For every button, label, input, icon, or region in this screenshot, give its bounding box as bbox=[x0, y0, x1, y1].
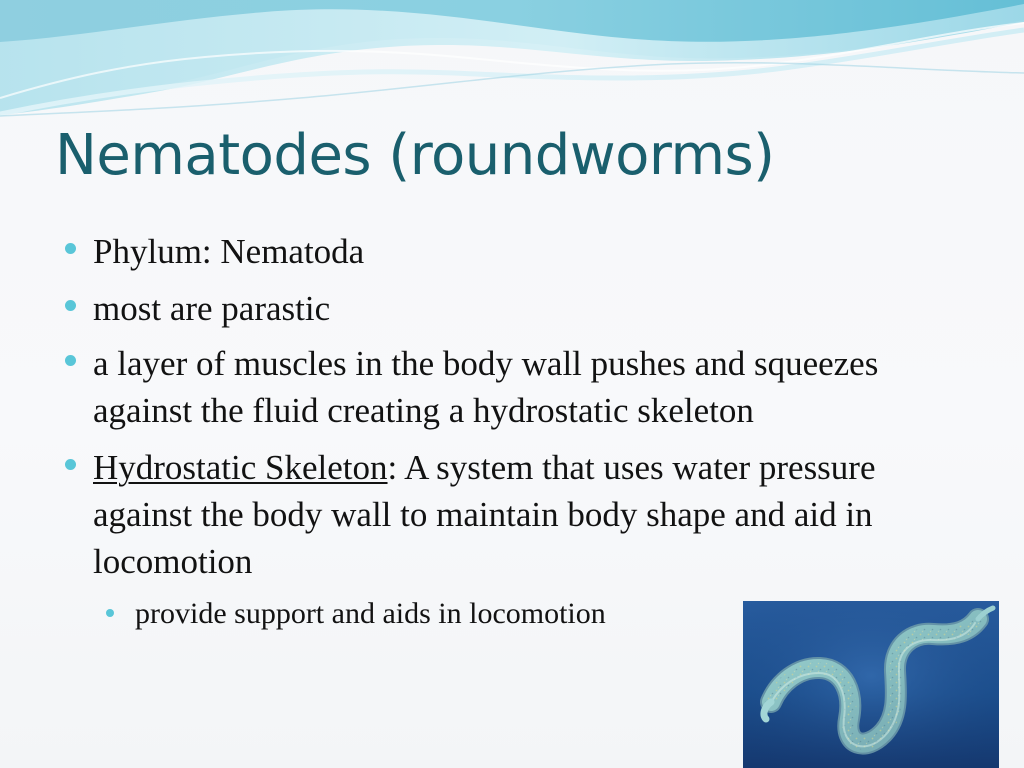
slide-content bbox=[62, 228, 962, 637]
sub-bullet-dot-icon bbox=[106, 609, 114, 617]
bullet-dot-icon bbox=[65, 300, 76, 311]
slide-title: Nematodes (roundworms) bbox=[55, 123, 775, 188]
sub-bullet-text: provide support and aids in locomotion bbox=[135, 597, 606, 630]
top-wave-decoration bbox=[0, 0, 1024, 118]
bullet-dot-icon bbox=[65, 243, 76, 254]
bullet-parasitic bbox=[62, 285, 962, 332]
bullet-muscle-layer bbox=[62, 340, 962, 434]
term-hydrostatic-skeleton: Hydrostatic Skeleton bbox=[93, 448, 388, 487]
bullet-dot-icon bbox=[65, 459, 76, 470]
bullet-dot-icon bbox=[65, 355, 76, 366]
bullet-phylum bbox=[62, 228, 962, 275]
bullet-text: Phylum: Nematoda bbox=[93, 232, 365, 271]
roundworm-image bbox=[743, 601, 999, 768]
bullet-text: a layer of muscles in the body wall pushes and squeezes against the fluid creating a hydrostatic skeleton bbox=[93, 344, 879, 430]
bullet-definition-text: : A system that uses water pressure against the body wall to maintain body shape and aid in locomotion bbox=[93, 448, 876, 581]
bullet-list bbox=[62, 228, 962, 637]
bullet-text: most are parastic bbox=[93, 289, 331, 328]
